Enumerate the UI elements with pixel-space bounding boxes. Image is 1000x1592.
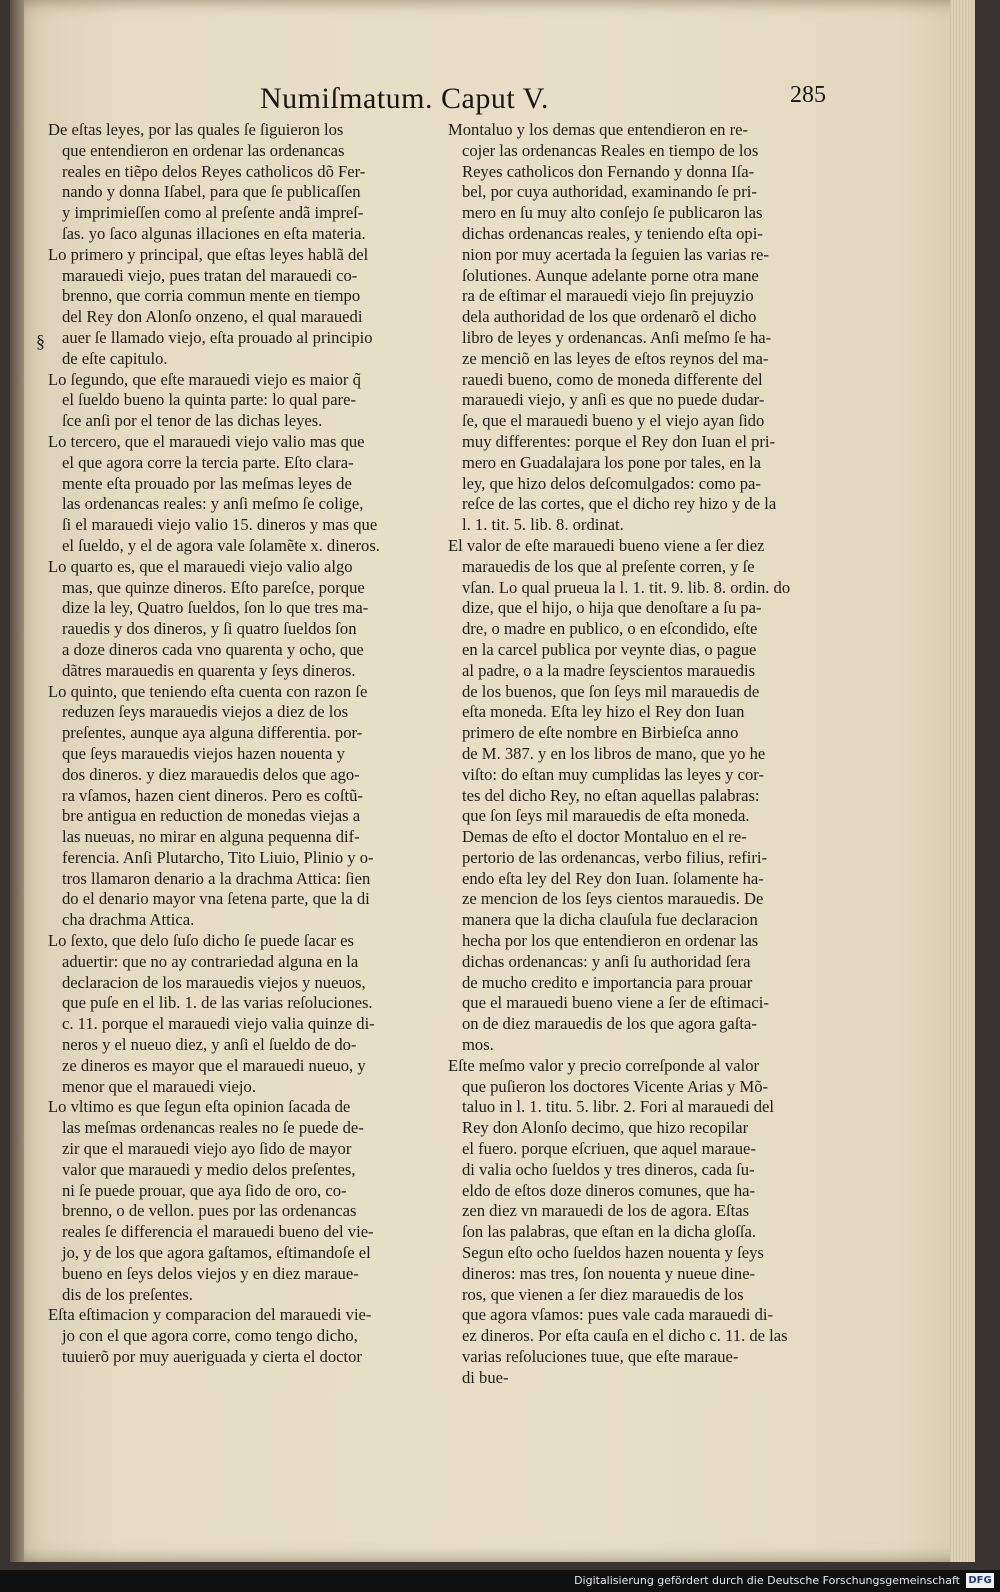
text-line: el fuero. porque eſcriuen, que aquel maraue- — [462, 1139, 756, 1159]
text-line: Lo ſegundo, que eſte marauedi viejo es maior q̃ — [48, 369, 361, 389]
text-line: ze dineros es mayor que el marauedi nueuo, y — [62, 1055, 366, 1075]
text-line: di valia ocho ſueldos y tres dineros, cada ſu- — [462, 1159, 755, 1179]
text-line: ez dineros. Por eſta cauſa en el dicho c. 11. de las — [462, 1326, 788, 1346]
text-line: jo, y de los que agora gaſtamos, eſtimandoſe el — [62, 1243, 371, 1263]
text-line: las nueuas, no mirar en alguna pequenna dif- — [62, 827, 360, 847]
text-line: brenno, o de vellon. pues por las ordenancas — [62, 1201, 357, 1221]
text-line: en la carcel publica por veynte dias, o pague — [462, 639, 757, 659]
text-line: dis de los preſentes. — [62, 1284, 193, 1304]
text-line: que puſe en el lib. 1. de las varias reſoluciones. — [62, 993, 373, 1013]
text-line: a doze dineros cada vno quarenta y ocho, que — [62, 639, 364, 659]
running-title: Numiſmatum. Caput V. — [260, 82, 549, 115]
text-line: taluo in l. 1. titu. 5. libr. 2. Fori al marauedi del — [462, 1097, 775, 1117]
text-line: primero de eſte nombre en Birbieſca anno — [462, 723, 739, 743]
text-line: Lo quarto es, que el marauedi viejo valio algo — [48, 556, 353, 576]
text-line: y imprimieſſen como al preſente andã impreſ- — [62, 203, 364, 223]
text-line: ze menciõ en las leyes de eſtos reynos del ma- — [462, 348, 769, 368]
text-line: l. 1. tit. 5. lib. 8. ordinat. — [462, 515, 624, 535]
text-line: que entendieron en ordenar las ordenancas — [62, 140, 345, 160]
text-line: que ſeys marauedis viejos hazen nouenta y — [62, 743, 345, 763]
text-line: ſolutiones. Aunque adelante porne otra mane — [462, 265, 759, 285]
running-head — [150, 82, 850, 122]
text-line: jo con el que agora corre, como tengo dicho, — [62, 1326, 358, 1346]
text-line: dre, o madre en publico, o en eſcondido, eſte — [462, 619, 758, 639]
text-line: ni ſe puede prouar, que aya ſido de oro, co- — [62, 1180, 347, 1200]
text-line: El valor de eſte marauedi bueno viene a ſer diez — [448, 535, 765, 555]
text-line: ſon las palabras, que eſtan en la dicha gloſſa. — [462, 1222, 756, 1242]
text-line: ros, que vienen a ſer diez marauedis de los — [462, 1284, 744, 1304]
text-line: marauedi viejo, y anſi es que no puede dudar- — [462, 390, 765, 410]
text-line: mos. — [462, 1035, 494, 1055]
text-line: de los buenos, que ſon ſeys mil marauedis de — [462, 681, 760, 701]
text-line: Lo tercero, que el marauedi viejo valio mas que — [48, 431, 365, 451]
text-line: vſan. Lo qual prueua la l. 1. tit. 9. lib. 8. ordin. do — [462, 577, 791, 597]
paragraph — [448, 1056, 846, 1389]
text-line: Rey don Alonſo decimo, que hizo recopilar — [462, 1118, 749, 1138]
text-line: aduertir: que no ay contrariedad alguna en la — [62, 951, 359, 971]
paragraph — [48, 682, 446, 932]
text-line: las ordenancas reales: y anſi meſmo ſe colige, — [62, 494, 364, 514]
text-line: libro de leyes y ordenancas. Anſi meſmo ſe ha- — [462, 327, 772, 347]
text-line: Demas de eſto el doctor Montaluo en el re- — [462, 827, 747, 847]
text-line: ra vſamos, hazen cient dineros. Pero es coſtũ- — [62, 785, 363, 805]
text-line: mero en ſu muy alto conſejo ſe publicaron las — [462, 203, 763, 223]
text-line: on de diez marauedis de los que agora gaſta- — [462, 1014, 757, 1034]
paragraph — [48, 245, 446, 370]
paragraph — [48, 432, 446, 557]
text-line: auer ſe llamado viejo, eſta prouado al principio — [62, 327, 373, 347]
paragraph — [48, 557, 446, 682]
text-line: del Rey don Alonſo onzeno, el qual marauedi — [62, 307, 363, 327]
text-line: las meſmas ordenancas reales no ſe puede de- — [62, 1118, 364, 1138]
binding-edge — [10, 0, 24, 1562]
text-line: nando y donna Iſabel, para que ſe publicaſſen — [62, 182, 361, 202]
text-line: que el marauedi bueno viene a ſer de eſtimaci- — [462, 993, 769, 1013]
text-line: dize la ley, Quatro ſueldos, ſon lo que tres ma- — [62, 598, 369, 618]
text-line: reduzen ſeys marauedis viejos a diez de los — [62, 702, 349, 722]
text-line: dichas ordenancas: y anſi ſu authoridad ſera — [462, 951, 751, 971]
text-line: tros llamaron denario a la drachma Attica: ſien — [62, 868, 371, 888]
text-line: Lo quinto, que teniendo eſta cuenta con razon ſe — [48, 681, 368, 701]
text-line: dichas ordenancas reales, y teniendo eſta opi- — [462, 223, 763, 243]
folio-number: 285 — [790, 82, 826, 108]
text-line: cojer las ordenancas Reales en tiempo de los — [462, 140, 759, 160]
text-line: marauedi viejo, pues tratan del marauedi co- — [62, 265, 358, 285]
text-line: marauedis de los que al preſente corren, y ſe — [462, 556, 755, 576]
text-line: neros y el nueuo diez, y anſi el ſueldo de do- — [62, 1035, 357, 1055]
text-line: Montaluo y los demas que entendieron en re- — [448, 120, 748, 139]
funding-note: Digitalisierung gefördert durch die Deutsche Forschungsgemeinschaft — [574, 1574, 960, 1587]
text-line: rauedis y dos dineros, y ſi quatro ſueldos ſon — [62, 619, 357, 639]
text-line: reſce de las cortes, que el dicho rey hizo y de la — [462, 494, 777, 514]
text-line: que puſieron los doctores Vicente Arias y Mõ- — [462, 1076, 769, 1096]
text-line: mero en Guadalajara los pone por tales, en la — [462, 452, 762, 472]
text-line: dize, que el hijo, o hija que denoſtare a ſu pa- — [462, 598, 762, 618]
text-line: nion por muy acertada la ſeguien las varias re- — [462, 244, 769, 264]
text-line: el que agora corre la tercia parte. Eſto clara- — [62, 452, 354, 472]
margin-mark: § — [36, 331, 45, 351]
text-line: Lo vltimo es que ſegun eſta opinion ſacada de — [48, 1097, 351, 1117]
text-line: zir que el marauedi viejo ayo ſido de mayor — [62, 1139, 352, 1159]
text-line: dineros: mas tres, ſon nouenta y nueue dine- — [462, 1263, 756, 1283]
text-line: muy differentes: porque el Rey don Iuan el pri- — [462, 431, 776, 451]
text-line: valor que marauedi y medio delos preſentes, — [62, 1159, 356, 1179]
text-line: bel, por cuya authoridad, examinando ſe pri- — [462, 182, 757, 202]
text-line: hecha por los que entendieron en ordenar las — [462, 931, 759, 951]
text-line: viſto: do eſtan muy cumplidas las leyes y cor- — [462, 764, 764, 784]
page-fore-edge — [950, 0, 975, 1562]
text-line: al padre, o a la madre ſeyscientos marauedis — [462, 660, 756, 680]
text-line: declaracion de los marauedis viejos y nueuos, — [62, 972, 366, 992]
text-line: Lo primero y principal, que eſtas leyes hablã del — [48, 244, 369, 264]
text-line: ſce anſi por el tenor de las dichas leyes. — [62, 411, 323, 431]
text-line: reales ſe differencia el marauedi bueno del vie- — [62, 1222, 374, 1242]
text-line: do el denario mayor vna ſetena parte, que la di — [62, 889, 370, 909]
text-line: eldo de eſtos doze dineros comunes, que ha- — [462, 1180, 756, 1200]
text-line: que ſon ſeys mil marauedis de eſta moneda. — [462, 806, 750, 826]
paragraph — [48, 370, 446, 432]
text-line: Eſta eſtimacion y comparacion del marauedi vie- — [48, 1305, 372, 1325]
text-line: tuuierõ por muy aueriguada y cierta el doctor — [62, 1347, 362, 1367]
text-line: bre antigua en reduction de monedas viejas a — [62, 806, 361, 826]
text-line: Segun eſto ocho ſueldos hazen nouenta y ſeys — [462, 1243, 764, 1263]
text-line: de mucho credito e importancia para prouar — [462, 972, 753, 992]
text-line: pertorio de las ordenancas, verbo filius, refiri- — [462, 847, 768, 867]
text-line: varias reſoluciones tuue, que eſte maraue- — [462, 1347, 739, 1367]
text-line: menor que el marauedi viejo. — [62, 1076, 256, 1096]
text-line: bueno en ſeys delos viejos y en diez maraue- — [62, 1263, 359, 1283]
text-line: endo eſta ley del Rey don Iuan. ſolamente ha- — [462, 868, 764, 888]
paragraph — [448, 536, 846, 1056]
text-line: de eſte capitulo. — [62, 348, 168, 368]
text-line: el ſueldo bueno la quinta parte: lo qual pare- — [62, 390, 356, 410]
text-line: tes del dicho Rey, no eſtan aquellas palabras: — [462, 785, 760, 805]
paragraph — [48, 1097, 446, 1305]
text-line: Lo ſexto, que delo ſuſo dicho ſe puede ſacar es — [48, 931, 354, 951]
text-line: dãtres marauedis en quarenta y ſeys dineros. — [62, 660, 356, 680]
paragraph — [48, 1305, 446, 1367]
dfg-logo: DFG — [966, 1573, 994, 1588]
text-line: dela authoridad de los que ordenarõ el dicho — [462, 307, 757, 327]
text-line: dos dineros. y diez marauedis delos que ago- — [62, 764, 360, 784]
paragraph — [48, 120, 446, 245]
right-text-column — [448, 120, 846, 1389]
paragraph — [448, 120, 846, 536]
text-line: ſe, que el marauedi bueno y el viejo ayan ſido — [462, 411, 765, 431]
text-line: ra de eſtimar el marauedi viejo ſin prejuyzio — [462, 286, 754, 306]
text-line: eſta moneda. Eſta ley hizo el Rey don Iuan — [462, 702, 745, 722]
text-line: rauedi bueno, como de moneda differente del — [462, 369, 763, 389]
text-line: ſas. yo ſaco algunas illaciones en eſta materia. — [62, 223, 366, 243]
text-line: ley, que hizo delos deſcomulgados: como pa- — [462, 473, 761, 493]
text-line: ferencia. Anſi Plutarcho, Tito Liuio, Plinio y o- — [62, 847, 374, 867]
text-line: el ſueldo, y el de agora vale ſolamẽte x. dineros. — [62, 535, 380, 555]
footer-bar — [0, 1570, 1000, 1592]
text-line: preſentes, aunque aya alguna differentia. por- — [62, 723, 363, 743]
text-line: cha drachma Attica. — [62, 910, 195, 930]
paragraph — [48, 931, 446, 1097]
text-line: De eſtas leyes, por las quales ſe ſiguieron los — [48, 120, 344, 139]
left-text-column — [48, 120, 446, 1368]
text-line: mente eſta prouado por las meſmas leyes de — [62, 473, 352, 493]
text-line: ze mencion de los ſeys cientos marauedis. De — [462, 889, 764, 909]
text-line: ſi el marauedi viejo valio 15. dineros y mas que — [62, 515, 378, 535]
text-line: Reyes catholicos don Fernando y donna Iſa- — [462, 161, 755, 181]
text-line: zen diez vn marauedi de los de agora. Eſtas — [462, 1201, 750, 1221]
text-line: manera que la dicha clauſula fue declaracion — [462, 910, 758, 930]
text-line: mas, que quinze dineros. Eſto pareſce, porque — [62, 577, 365, 597]
text-line: reales en tiẽpo delos Reyes catholicos dõ Fer- — [62, 161, 366, 181]
text-line: de M. 387. y en los libros de mano, que yo he — [462, 743, 766, 763]
text-line: Eſte meſmo valor y precio correſponde al valor — [448, 1055, 760, 1075]
text-line: brenno, que corria commun mente en tiempo — [62, 286, 361, 306]
text-line: que agora vſamos: pues vale cada marauedi di- — [462, 1305, 774, 1325]
text-line: di bue- — [462, 1367, 509, 1387]
text-line: c. 11. porque el marauedi viejo valia quinze di- — [62, 1014, 375, 1034]
